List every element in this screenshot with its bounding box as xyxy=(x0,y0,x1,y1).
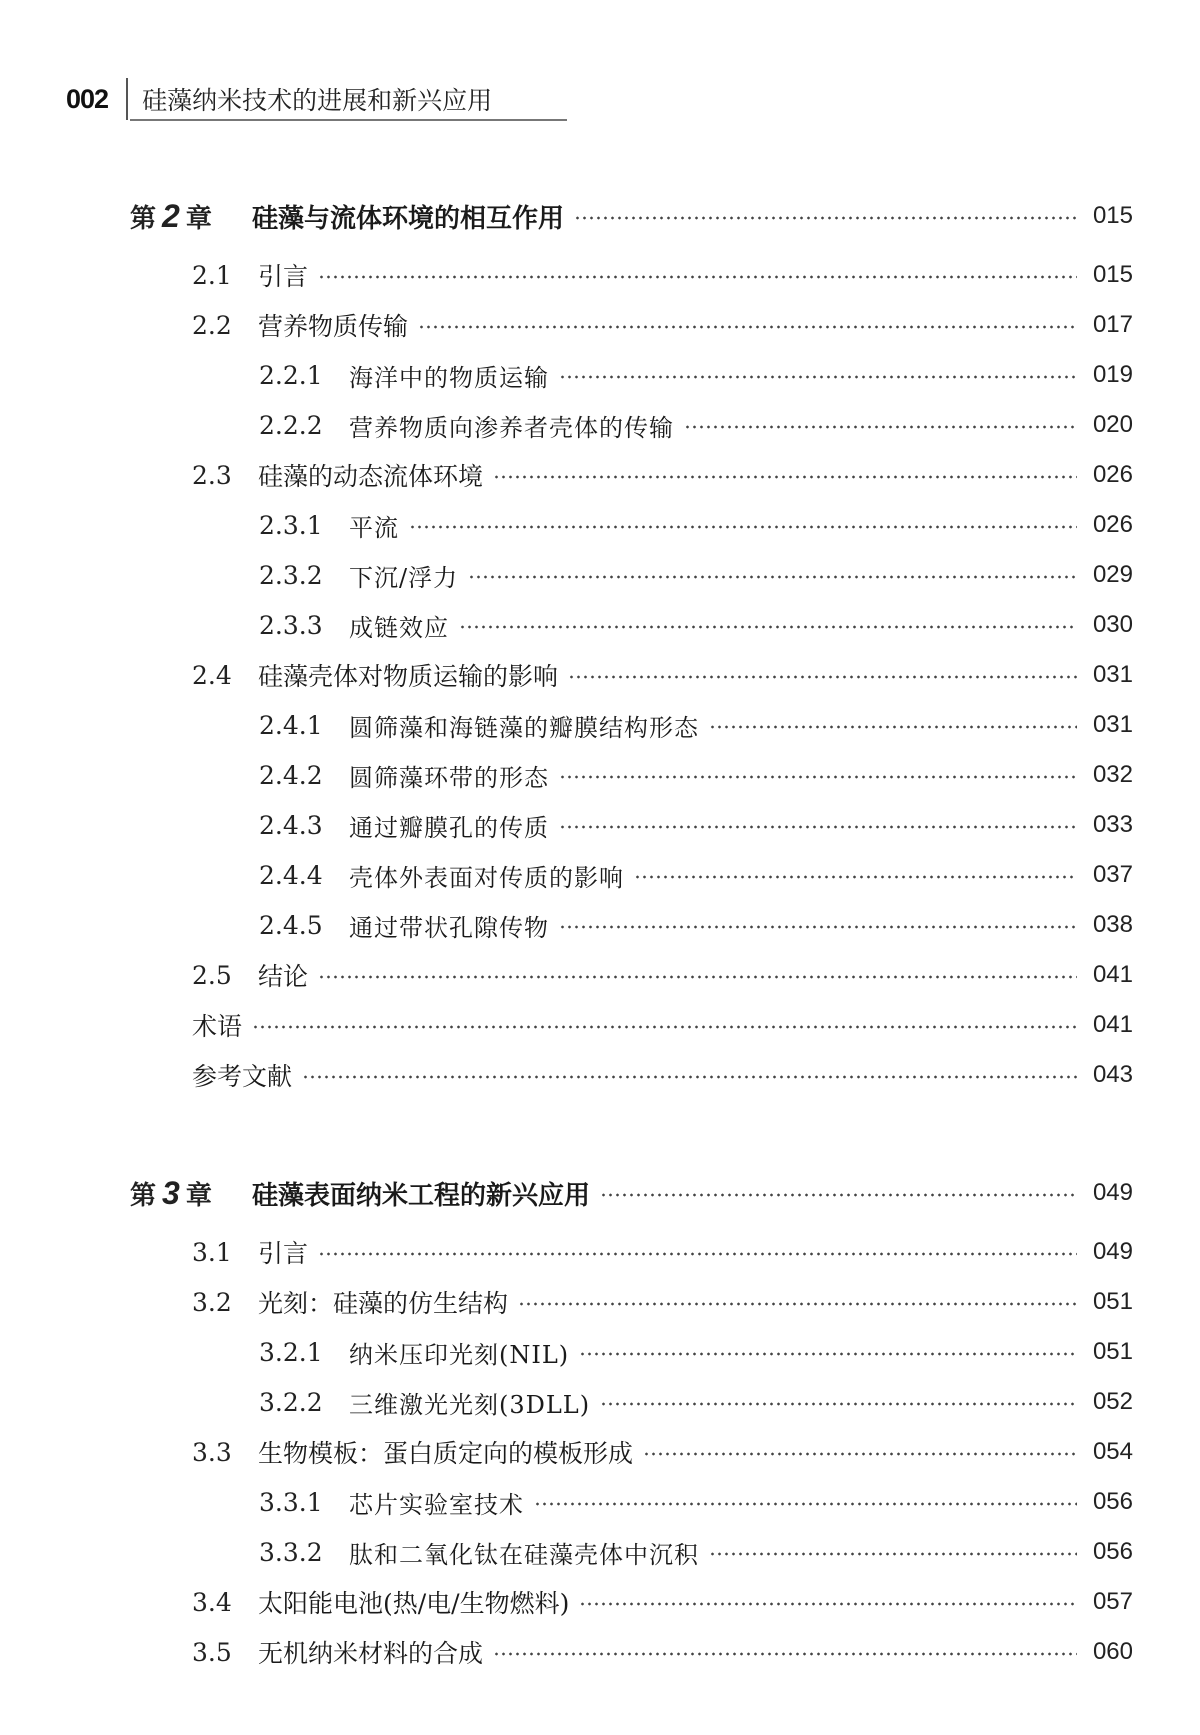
section-number: 3.1 xyxy=(192,1237,232,1267)
toc-entry[interactable] xyxy=(259,1332,1133,1372)
leader-dots xyxy=(409,525,1077,529)
subsection-number: 3.2.1 xyxy=(259,1337,323,1367)
section-number: 2.5 xyxy=(192,960,232,990)
section-title: 光刻：硅藻的仿生结构 xyxy=(258,1289,509,1318)
section-title: 生物模板：蛋白质定向的模板形成 xyxy=(258,1439,634,1468)
page-ref: 051 xyxy=(1092,1288,1133,1315)
leader-dots xyxy=(568,675,1077,679)
leader-dots xyxy=(459,625,1077,629)
toc-entry[interactable] xyxy=(259,705,1133,745)
subsection-number: 2.3.2 xyxy=(259,560,323,590)
subsection-title: 圆筛藻和海链藻的瓣膜结构形态 xyxy=(349,713,699,742)
leader-dots xyxy=(559,775,1077,779)
section-title: 硅藻壳体对物质运输的影响 xyxy=(258,662,559,691)
section-number: 3.5 xyxy=(192,1637,232,1667)
page-ref: 033 xyxy=(1092,811,1133,838)
toc-entry[interactable] xyxy=(259,1482,1133,1522)
toc-entry[interactable] xyxy=(192,1282,1133,1322)
leader-dots xyxy=(709,1552,1077,1556)
leader-dots xyxy=(302,1075,1077,1079)
subsection-number: 2.3.3 xyxy=(259,610,323,640)
toc-entry[interactable] xyxy=(259,555,1133,595)
running-header xyxy=(66,78,504,120)
toc-entry[interactable] xyxy=(259,755,1133,795)
leader-dots xyxy=(579,1352,1077,1356)
leader-dots xyxy=(634,875,1077,879)
page-ref: 037 xyxy=(1092,861,1133,888)
chapter-number: 2 xyxy=(162,197,180,234)
leader-dots xyxy=(559,375,1077,379)
page-ref: 029 xyxy=(1092,561,1133,588)
section-number: 2.1 xyxy=(192,260,232,290)
page-ref: 043 xyxy=(1092,1061,1133,1088)
leader-dots xyxy=(318,275,1077,279)
subsection-number: 3.3.2 xyxy=(259,1537,323,1567)
subsection-number: 2.4.4 xyxy=(259,860,323,890)
subsection-number: 2.4.5 xyxy=(259,910,323,940)
subsection-title: 营养物质向渗养者壳体的传输 xyxy=(349,413,674,442)
page-ref: 038 xyxy=(1092,911,1133,938)
page-ref: 032 xyxy=(1092,761,1133,788)
leader-dots xyxy=(418,325,1077,329)
subsection-title: 芯片实验室技术 xyxy=(349,1490,524,1519)
page-ref: 019 xyxy=(1092,361,1133,388)
section-number: 2.3 xyxy=(192,460,232,490)
leader-dots xyxy=(493,475,1077,479)
subsection-number: 2.2.1 xyxy=(259,360,323,390)
section-title: 无机纳米材料的合成 xyxy=(258,1639,484,1668)
leader-dots xyxy=(574,216,1077,220)
section-number: 3.3 xyxy=(192,1437,232,1467)
leader-dots xyxy=(468,575,1077,579)
leader-dots xyxy=(518,1302,1077,1306)
subsection-title: 圆筛藻环带的形态 xyxy=(349,763,549,792)
leader-dots xyxy=(600,1402,1077,1406)
toc-entry[interactable] xyxy=(259,405,1133,445)
leader-dots xyxy=(252,1025,1077,1029)
page-ref: 051 xyxy=(1092,1338,1133,1365)
toc-entry[interactable] xyxy=(192,1055,1133,1095)
toc-entry[interactable] xyxy=(192,1632,1133,1672)
toc-entry[interactable] xyxy=(192,955,1133,995)
page-ref: 041 xyxy=(1092,961,1133,988)
toc-entry[interactable] xyxy=(259,805,1133,845)
chapter-suffix: 章 xyxy=(185,203,212,234)
page-ref: 017 xyxy=(1092,311,1133,338)
section-number: 2.4 xyxy=(192,660,232,690)
subsection-number: 3.2.2 xyxy=(259,1387,323,1417)
leader-dots xyxy=(643,1452,1077,1456)
page-ref: 015 xyxy=(1092,261,1133,288)
chapter-number: 3 xyxy=(162,1174,180,1211)
subsection-title: 平流 xyxy=(349,513,399,542)
leader-dots xyxy=(559,825,1077,829)
page-ref: 060 xyxy=(1092,1638,1133,1665)
chapter-heading[interactable] xyxy=(130,1173,1133,1213)
chapter-title: 硅藻与流体环境的相互作用 xyxy=(252,203,565,234)
page-ref: 041 xyxy=(1092,1011,1133,1038)
toc-entry[interactable] xyxy=(192,1582,1133,1622)
section-title: 硅藻的动态流体环境 xyxy=(258,462,484,491)
subsection-title: 壳体外表面对传质的影响 xyxy=(349,863,624,892)
subsection-title: 成链效应 xyxy=(349,613,449,642)
toc-entry[interactable] xyxy=(259,1382,1133,1422)
leader-dots xyxy=(709,725,1077,729)
section-number: 2.2 xyxy=(192,310,232,340)
page-ref: 020 xyxy=(1092,411,1133,438)
section-number: 3.4 xyxy=(192,1587,232,1617)
toc-entry[interactable] xyxy=(192,1432,1133,1472)
leader-dots xyxy=(534,1502,1077,1506)
book-title: 硅藻纳米技术的进展和新兴应用 xyxy=(142,86,493,115)
subsection-number: 2.2.2 xyxy=(259,410,323,440)
leader-dots xyxy=(559,925,1077,929)
toc-entry[interactable] xyxy=(192,655,1133,695)
page-ref: 026 xyxy=(1092,461,1133,488)
subsection-title: 纳米压印光刻(NIL) xyxy=(349,1340,570,1369)
toc-entry[interactable] xyxy=(259,905,1133,945)
page-ref: 049 xyxy=(1092,1238,1133,1265)
page-ref: 031 xyxy=(1092,661,1133,688)
leader-dots xyxy=(600,1193,1077,1197)
header-underline xyxy=(130,119,567,121)
subsection-number: 2.4.1 xyxy=(259,710,323,740)
page-ref: 052 xyxy=(1092,1388,1133,1415)
subsection-title: 通过瓣膜孔的传质 xyxy=(349,813,549,842)
subsection-title: 三维激光光刻(3DLL) xyxy=(349,1390,591,1419)
section-number: 3.2 xyxy=(192,1287,232,1317)
toc-entry[interactable] xyxy=(259,1532,1133,1572)
subsection-number: 2.4.3 xyxy=(259,810,323,840)
chapter-suffix: 章 xyxy=(185,1180,212,1211)
subsection-title: 下沉/浮力 xyxy=(349,563,459,592)
page-ref: 054 xyxy=(1092,1438,1133,1465)
subsection-number: 3.3.1 xyxy=(259,1487,323,1517)
leader-dots xyxy=(579,1602,1077,1606)
section-title: 太阳能电池(热/电/生物燃料) xyxy=(258,1589,570,1618)
toc-entry[interactable] xyxy=(259,605,1133,645)
section-title: 引言 xyxy=(258,1239,309,1268)
subsection-title: 通过带状孔隙传物 xyxy=(349,913,549,942)
leader-dots xyxy=(493,1652,1077,1656)
leader-dots xyxy=(684,425,1077,429)
toc-entry[interactable] xyxy=(259,355,1133,395)
toc-entry[interactable] xyxy=(259,855,1133,895)
toc-entry[interactable] xyxy=(192,455,1133,495)
chapter-heading[interactable] xyxy=(130,196,1133,236)
header-title-box xyxy=(126,78,504,120)
glossary-title: 术语 xyxy=(192,1012,243,1041)
toc-entry[interactable] xyxy=(192,255,1133,295)
toc-entry[interactable] xyxy=(192,305,1133,345)
subsection-title: 海洋中的物质运输 xyxy=(349,363,549,392)
chapter-prefix: 第 xyxy=(130,203,157,234)
page-ref: 057 xyxy=(1092,1588,1133,1615)
section-title: 营养物质传输 xyxy=(258,312,409,341)
toc-entry[interactable] xyxy=(259,505,1133,545)
subsection-title: 肽和二氧化钛在硅藻壳体中沉积 xyxy=(349,1540,699,1569)
chapter-prefix: 第 xyxy=(130,1180,157,1211)
references-title: 参考文献 xyxy=(192,1062,293,1091)
page-ref: 056 xyxy=(1092,1488,1133,1515)
page-ref: 026 xyxy=(1092,511,1133,538)
leader-dots xyxy=(318,1252,1077,1256)
page-ref: 030 xyxy=(1092,611,1133,638)
chapter-title: 硅藻表面纳米工程的新兴应用 xyxy=(252,1180,591,1211)
section-title: 引言 xyxy=(258,262,309,291)
page-ref: 056 xyxy=(1092,1538,1133,1565)
toc-entry[interactable] xyxy=(192,1232,1133,1272)
toc-entry[interactable] xyxy=(192,1005,1133,1045)
section-title: 结论 xyxy=(258,962,309,991)
page-number: 002 xyxy=(66,83,109,114)
leader-dots xyxy=(318,975,1077,979)
page-ref: 015 xyxy=(1092,202,1133,229)
page-ref: 031 xyxy=(1092,711,1133,738)
subsection-number: 2.3.1 xyxy=(259,510,323,540)
page-ref: 049 xyxy=(1092,1179,1133,1206)
subsection-number: 2.4.2 xyxy=(259,760,323,790)
